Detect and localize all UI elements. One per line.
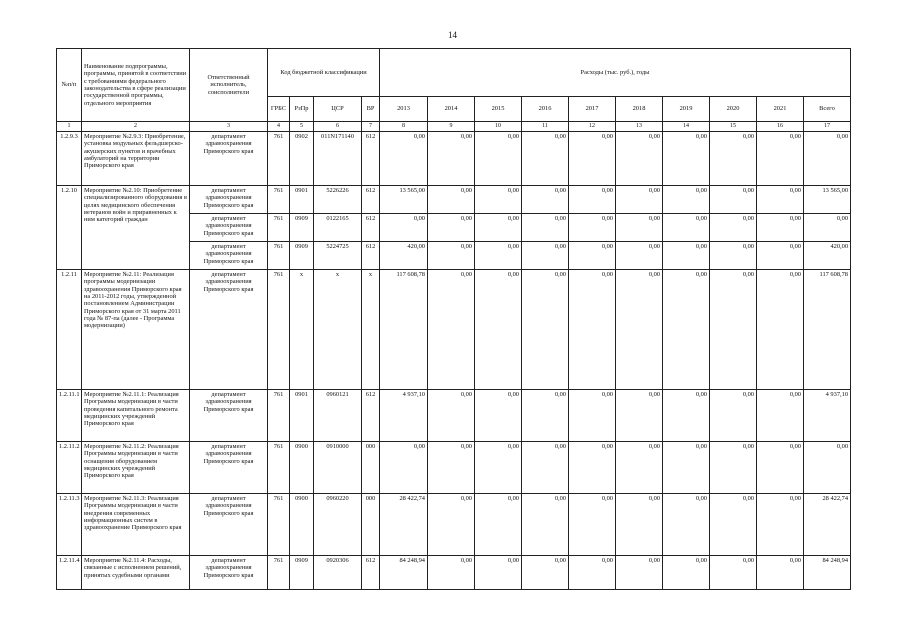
row-value: 0,00: [475, 185, 522, 213]
column-number: 5: [290, 122, 314, 132]
row-grbs: 761: [268, 389, 290, 441]
row-value: 0,00: [569, 441, 616, 493]
row-value: 0,00: [804, 213, 851, 241]
row-value: 0,00: [522, 131, 569, 185]
row-value: 0,00: [569, 213, 616, 241]
row-value: 0,00: [522, 213, 569, 241]
row-value: 0,00: [569, 241, 616, 269]
row-number: 1.2.9.3: [57, 131, 82, 185]
row-grbs: 761: [268, 493, 290, 555]
column-number: 10: [475, 122, 522, 132]
row-csr: 0122165: [314, 213, 362, 241]
row-value: 0,00: [710, 241, 757, 269]
row-value: 0,00: [710, 213, 757, 241]
header-year-4: 2017: [569, 97, 616, 122]
column-number: 9: [428, 122, 475, 132]
row-value: 0,00: [522, 493, 569, 555]
row-value: 0,00: [616, 555, 663, 589]
row-value: 0,00: [428, 185, 475, 213]
row-value: 0,00: [616, 185, 663, 213]
row-value: 0,00: [380, 441, 428, 493]
row-value: 0,00: [710, 269, 757, 389]
row-value: 0,00: [475, 269, 522, 389]
page-number: 14: [448, 30, 457, 40]
row-value: 117 608,78: [804, 269, 851, 389]
row-value: 0,00: [522, 389, 569, 441]
row-csr: 0960220: [314, 493, 362, 555]
row-value: 0,00: [475, 213, 522, 241]
row-name: Мероприятие №2.9.3: Приобретение, установка модульных фельдшерско-акушерских пунктов и врачебных амбулаторий на территории Приморского края: [82, 131, 190, 185]
row-vr: 612: [362, 213, 380, 241]
row-value: 0,00: [475, 131, 522, 185]
row-value: 0,00: [710, 493, 757, 555]
row-csr: 0960121: [314, 389, 362, 441]
row-name: Мероприятие №2.11.2: Реализация Программы модернизации в части оснащения оборудованием медицинских учреждений Приморского края: [82, 441, 190, 493]
row-value: 0,00: [804, 131, 851, 185]
row-rzpr: 0909: [290, 241, 314, 269]
row-value: 0,00: [757, 269, 804, 389]
header-code-2: ЦСР: [314, 97, 362, 122]
table-row: [57, 441, 851, 493]
row-value: 0,00: [428, 131, 475, 185]
row-csr: 5224725: [314, 241, 362, 269]
column-number: 4: [268, 122, 290, 132]
row-csr: 011N171140: [314, 131, 362, 185]
row-executor: департамент здравоохранения Приморского края: [190, 441, 268, 493]
header-code-group: Код бюджетной классификации: [268, 49, 380, 97]
row-value: 0,00: [475, 389, 522, 441]
row-value: 0,00: [428, 555, 475, 589]
header-expenses-group: Расходы (тыс. руб.), годы: [380, 49, 851, 97]
row-value: 0,00: [475, 441, 522, 493]
table-row: [57, 269, 851, 389]
row-value: 0,00: [710, 185, 757, 213]
header-executor: Ответственный исполнитель, соисполнители: [190, 49, 268, 122]
row-value: 0,00: [522, 555, 569, 589]
row-value: 0,00: [757, 555, 804, 589]
row-rzpr: 0902: [290, 131, 314, 185]
row-grbs: 761: [268, 185, 290, 213]
row-value: 28 422,74: [804, 493, 851, 555]
column-number: 11: [522, 122, 569, 132]
row-name: Мероприятие №2.11.3: Реализация Программы модернизации в части внедрения современных информационных систем в здравоохранение Приморского края: [82, 493, 190, 555]
row-value: 0,00: [569, 269, 616, 389]
row-value: 0,00: [428, 269, 475, 389]
row-vr: 000: [362, 441, 380, 493]
row-vr: 612: [362, 389, 380, 441]
column-number: 12: [569, 122, 616, 132]
row-value: 0,00: [569, 389, 616, 441]
row-value: 84 248,94: [804, 555, 851, 589]
row-number: 1.2.10: [57, 185, 82, 269]
table-body: [57, 131, 851, 589]
row-executor: департамент здравоохранения Приморского края: [190, 555, 268, 589]
row-value: 0,00: [475, 493, 522, 555]
row-value: 0,00: [475, 241, 522, 269]
header-year-1: 2014: [428, 97, 475, 122]
table-row: [57, 185, 851, 213]
row-value: 0,00: [757, 389, 804, 441]
row-csr: 5226226: [314, 185, 362, 213]
row-value: 0,00: [663, 241, 710, 269]
row-value: 0,00: [475, 555, 522, 589]
row-value: 0,00: [569, 555, 616, 589]
header-year-2: 2015: [475, 97, 522, 122]
row-value: 0,00: [428, 213, 475, 241]
row-name: Мероприятие №2.11.4: Расходы, связанные с исполнением решений, принятых судебными органами: [82, 555, 190, 589]
header-code-3: ВР: [362, 97, 380, 122]
row-value: 0,00: [663, 389, 710, 441]
row-executor: департамент здравоохранения Приморского края: [190, 389, 268, 441]
row-grbs: 761: [268, 131, 290, 185]
row-value: 13 565,00: [804, 185, 851, 213]
row-executor: департамент здравоохранения Приморского края: [190, 269, 268, 389]
row-rzpr: 0900: [290, 441, 314, 493]
column-number: 17: [804, 122, 851, 132]
row-csr: 0920306: [314, 555, 362, 589]
column-number: 8: [380, 122, 428, 132]
budget-table: [56, 48, 851, 590]
row-number: 1.2.11: [57, 269, 82, 389]
row-value: 0,00: [663, 555, 710, 589]
row-value: 0,00: [663, 185, 710, 213]
row-value: 0,00: [663, 213, 710, 241]
column-number: 7: [362, 122, 380, 132]
row-value: 0,00: [710, 555, 757, 589]
table-header: [57, 49, 851, 132]
row-value: 0,00: [663, 441, 710, 493]
table-row: [57, 131, 851, 185]
column-number: 2: [82, 122, 190, 132]
column-number: 13: [616, 122, 663, 132]
row-value: 0,00: [522, 441, 569, 493]
row-value: 0,00: [710, 441, 757, 493]
row-grbs: 761: [268, 555, 290, 589]
row-value: 0,00: [616, 389, 663, 441]
row-value: 0,00: [428, 389, 475, 441]
header-year-9: Всего: [804, 97, 851, 122]
row-value: 0,00: [757, 241, 804, 269]
row-value: 420,00: [380, 241, 428, 269]
column-number: 16: [757, 122, 804, 132]
column-number: 6: [314, 122, 362, 132]
row-executor: департамент здравоохранения Приморского края: [190, 131, 268, 185]
row-csr: 0910000: [314, 441, 362, 493]
row-grbs: 761: [268, 241, 290, 269]
row-value: 0,00: [522, 241, 569, 269]
row-rzpr: 0909: [290, 213, 314, 241]
row-value: 0,00: [428, 241, 475, 269]
header-year-3: 2016: [522, 97, 569, 122]
row-rzpr: 0901: [290, 389, 314, 441]
row-value: 0,00: [757, 493, 804, 555]
row-value: 0,00: [757, 131, 804, 185]
header-no: №п/п: [57, 49, 82, 122]
row-value: 0,00: [428, 493, 475, 555]
row-executor: департамент здравоохранения Приморского края: [190, 241, 268, 269]
row-value: 0,00: [616, 131, 663, 185]
header-year-6: 2019: [663, 97, 710, 122]
row-name: Мероприятие №2.11.1: Реализация Программы модернизации в части проведения капитального ремонта медицинских учреждений Приморского края: [82, 389, 190, 441]
row-value: 0,00: [710, 131, 757, 185]
row-value: 0,00: [616, 213, 663, 241]
row-number: 1.2.11.1: [57, 389, 82, 441]
column-number: 1: [57, 122, 82, 132]
row-value: 0,00: [616, 493, 663, 555]
row-value: 4 937,10: [380, 389, 428, 441]
header-code-1: РзПр: [290, 97, 314, 122]
row-value: 0,00: [757, 441, 804, 493]
row-executor: департамент здравоохранения Приморского края: [190, 185, 268, 213]
column-number: 14: [663, 122, 710, 132]
row-value: 0,00: [616, 441, 663, 493]
row-value: 0,00: [569, 131, 616, 185]
row-value: 0,00: [569, 185, 616, 213]
row-value: 0,00: [710, 389, 757, 441]
column-number: 15: [710, 122, 757, 132]
header-year-8: 2021: [757, 97, 804, 122]
row-rzpr: x: [290, 269, 314, 389]
row-value: 0,00: [663, 269, 710, 389]
row-vr: 612: [362, 185, 380, 213]
table-row: [57, 389, 851, 441]
header-year-5: 2018: [616, 97, 663, 122]
row-value: 0,00: [616, 269, 663, 389]
row-value: 84 248,94: [380, 555, 428, 589]
table-row: [57, 493, 851, 555]
row-value: 0,00: [569, 493, 616, 555]
row-rzpr: 0900: [290, 493, 314, 555]
row-grbs: 761: [268, 213, 290, 241]
row-grbs: 761: [268, 441, 290, 493]
row-executor: департамент здравоохранения Приморского края: [190, 213, 268, 241]
row-csr: x: [314, 269, 362, 389]
row-rzpr: 0909: [290, 555, 314, 589]
row-value: 28 422,74: [380, 493, 428, 555]
row-value: 0,00: [380, 131, 428, 185]
row-vr: 612: [362, 131, 380, 185]
row-value: 420,00: [804, 241, 851, 269]
row-value: 117 608,78: [380, 269, 428, 389]
row-value: 13 565,00: [380, 185, 428, 213]
row-grbs: 761: [268, 269, 290, 389]
row-name: Мероприятие №2.11: Реализация программы модернизации здравоохранения Приморского края на 2011-2012 годы, утвержденной постановлением Администрации Приморского края от 31 марта 2011 года № 87-па (далее - Программа модернизации): [82, 269, 190, 389]
row-value: 4 937,10: [804, 389, 851, 441]
row-vr: x: [362, 269, 380, 389]
header-code-0: ГРБС: [268, 97, 290, 122]
column-number: 3: [190, 122, 268, 132]
row-value: 0,00: [663, 131, 710, 185]
row-name: Мероприятие №2.10: Приобретение специализированного оборудования в целях медицинского обеспечения ветеранов войн и приравненных к ним категорий граждан: [82, 185, 190, 269]
row-value: 0,00: [522, 185, 569, 213]
table-row: [57, 555, 851, 589]
row-number: 1.2.11.4: [57, 555, 82, 589]
header-year-7: 2020: [710, 97, 757, 122]
row-value: 0,00: [757, 185, 804, 213]
row-executor: департамент здравоохранения Приморского края: [190, 493, 268, 555]
row-value: 0,00: [804, 441, 851, 493]
row-value: 0,00: [757, 213, 804, 241]
row-value: 0,00: [428, 441, 475, 493]
row-rzpr: 0901: [290, 185, 314, 213]
row-number: 1.2.11.3: [57, 493, 82, 555]
row-value: 0,00: [522, 269, 569, 389]
row-vr: 612: [362, 555, 380, 589]
row-value: 0,00: [616, 241, 663, 269]
row-vr: 000: [362, 493, 380, 555]
row-value: 0,00: [380, 213, 428, 241]
row-vr: 612: [362, 241, 380, 269]
header-name: Наименование подпрограммы, программы, принятой в соответствии с требованиями федерального законодательства в сфере реализации государственной программы, отдельного мероприятия: [82, 49, 190, 122]
row-value: 0,00: [663, 493, 710, 555]
header-year-0: 2013: [380, 97, 428, 122]
row-number: 1.2.11.2: [57, 441, 82, 493]
